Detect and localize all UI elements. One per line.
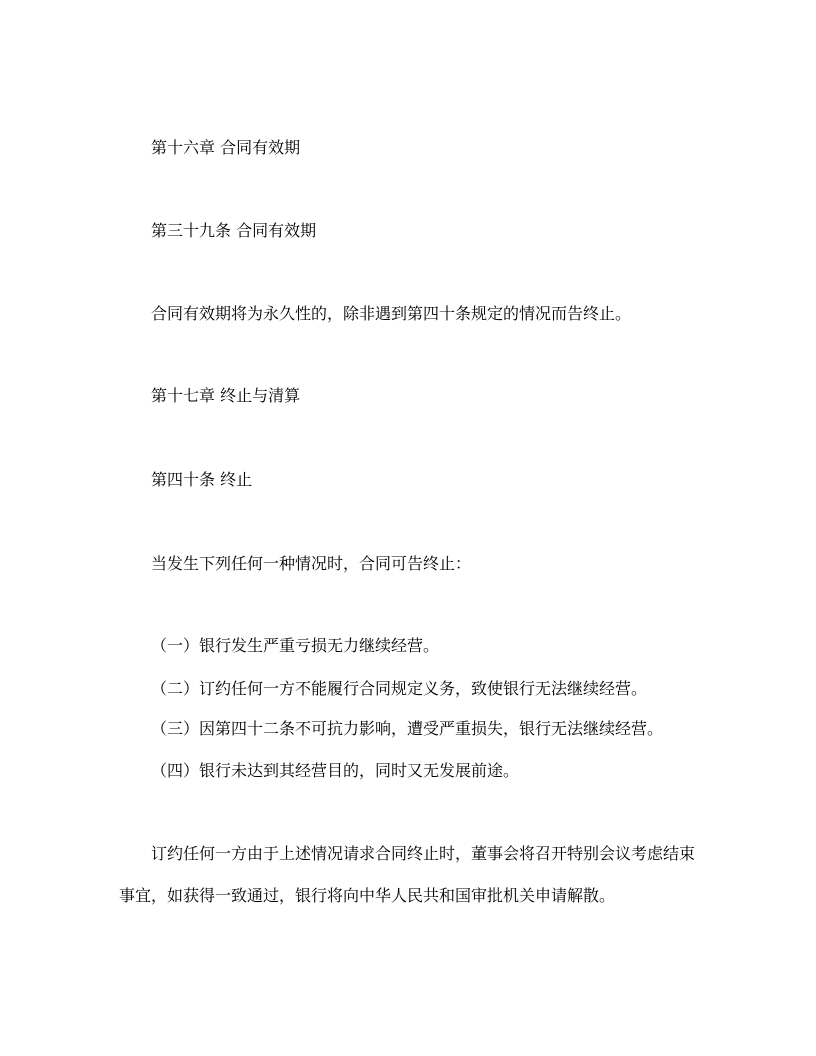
condition-item: （二）订约任何一方不能履行合同规定义务，致使银行无法继续经营。 bbox=[151, 679, 648, 698]
article-39-heading: 第三十九条 合同有效期 bbox=[151, 221, 317, 240]
chapter-17-heading: 第十七章 终止与清算 bbox=[151, 386, 301, 405]
condition-item: （一）银行发生严重亏损无力继续经营。 bbox=[151, 636, 440, 655]
article-40-heading: 第四十条 终止 bbox=[151, 470, 253, 489]
chapter-16-heading: 第十六章 合同有效期 bbox=[151, 138, 301, 157]
condition-item: （四）银行未达到其经营目的，同时又无发展前途。 bbox=[151, 761, 520, 780]
article-39-text: 合同有效期将为永久性的，除非遇到第四十条规定的情况而告终止。 bbox=[151, 304, 632, 323]
condition-item: （三）因第四十二条不可抗力影响，遭受严重损失，银行无法继续经营。 bbox=[151, 719, 664, 738]
closing-paragraph-line-1: 订约任何一方由于上述情况请求合同终止时，董事会将召开特别会议考虑结束 bbox=[151, 844, 696, 863]
article-40-intro: 当发生下列任何一种情况时，合同可告终止： bbox=[151, 554, 472, 573]
closing-paragraph-line-2: 事宜，如获得一致通过，银行将向中华人民共和国审批机关申请解散。 bbox=[119, 886, 616, 905]
